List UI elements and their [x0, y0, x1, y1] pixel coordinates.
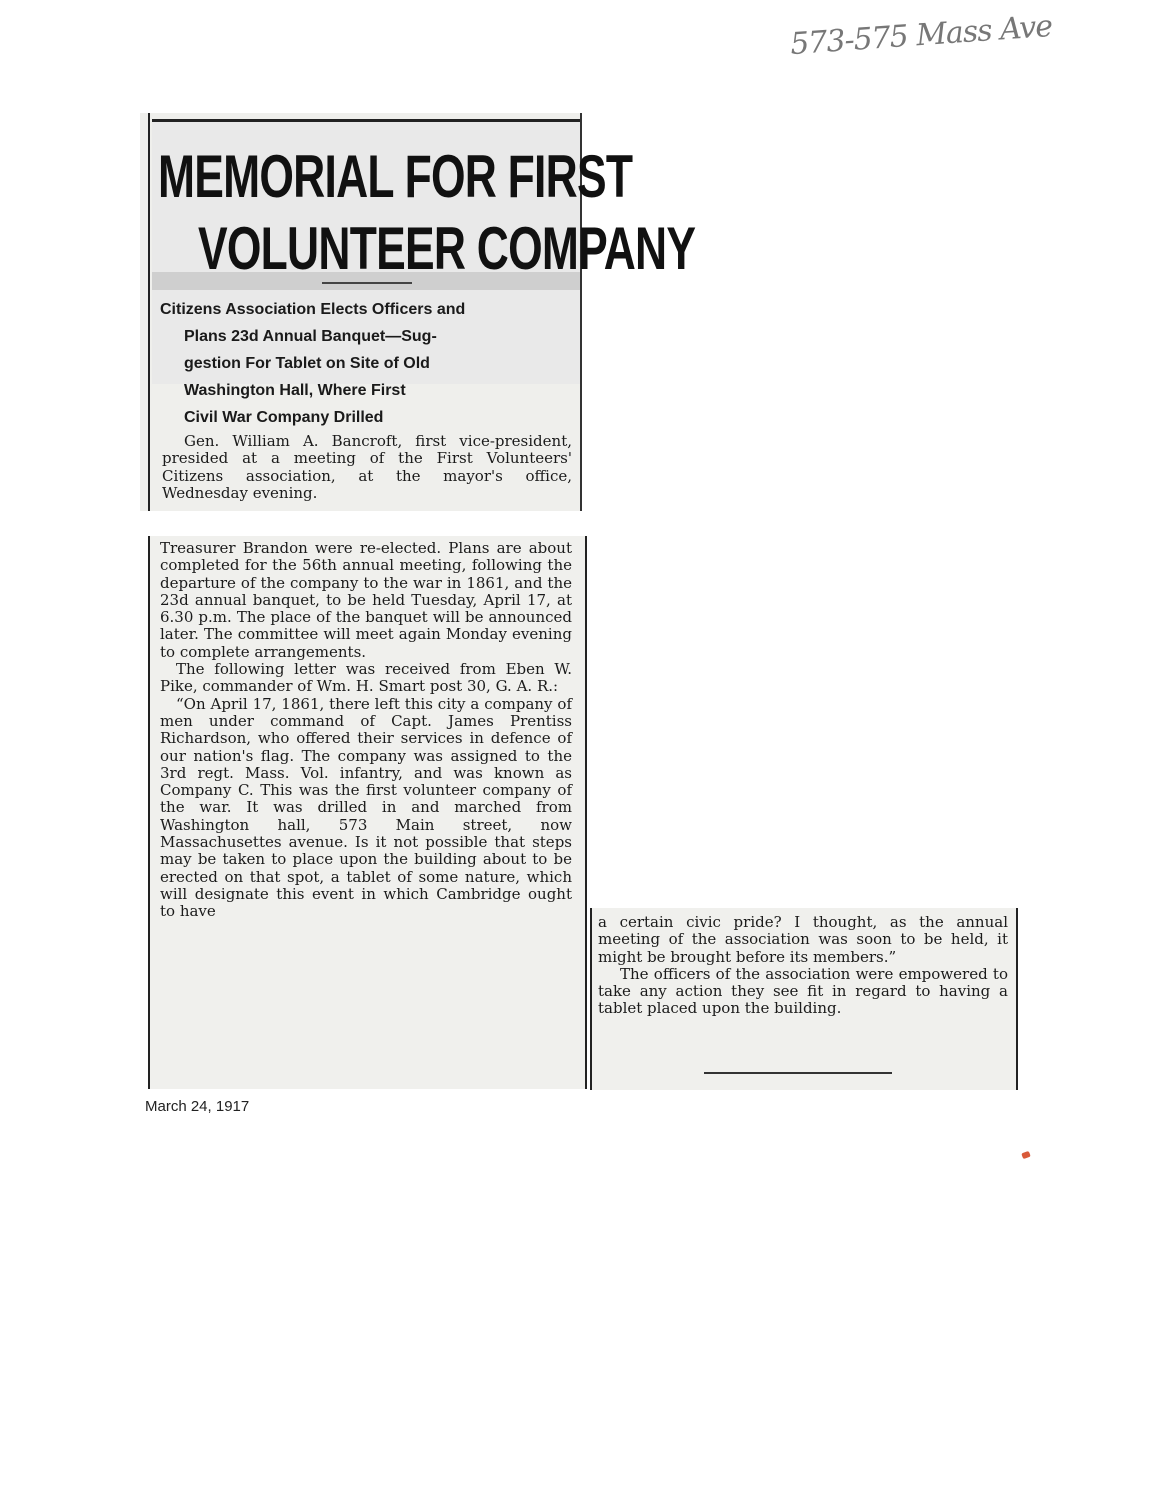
- date-caption: March 24, 1917: [145, 1098, 250, 1115]
- scan-speck: [1021, 1151, 1031, 1159]
- article-paragraph: Treasurer Brandon were re-elected. Plans are about completed for the 56th annual meeting, following the departure of the company to the war in 1861, and the 23d annual banquet, to be held Tuesday, April 17, at 6.30 p.m. The place of the banquet will be announced later. The committee will meet again Monday evening to complete arrangements.: [160, 539, 572, 661]
- clipping-top: [140, 113, 696, 511]
- subhead-line: Citizens Association Elects Officers and: [160, 301, 466, 318]
- end-rule: [704, 1072, 892, 1074]
- article-paragraph: a certain civic pride? I thought, as the annual meeting of the association was soon to be held, it might be brought before its members.”: [598, 913, 1008, 966]
- clipping-column-2: [590, 908, 1018, 1090]
- handwritten-annotation: 573-575 Mass Ave: [789, 8, 1054, 63]
- clipping-column-1: [148, 536, 587, 1089]
- subheadline: [160, 296, 570, 431]
- subhead-line: Washington Hall, Where First: [184, 382, 406, 399]
- clipping-edge: [148, 113, 150, 511]
- column-2-body: [598, 914, 1008, 1018]
- article-paragraph: The officers of the association were empowered to take any action they see fit in regard to having a tablet placed upon the building.: [598, 964, 1008, 1018]
- article-paragraph: The following letter was received from Eben W. Pike, commander of Wm. H. Smart post 30, G. A. R.:: [160, 660, 572, 696]
- intro-paragraph: Gen. William A. Bancroft, first vice-president, presided at a meeting of the First Volunteers' Citizens association, at the mayor's office, Wednesday evening.: [162, 432, 572, 502]
- article-paragraph: “On April 17, 1861, there left this city a company of men under command of Capt. James Prentiss Richardson, who offered their services in defence of our nation's flag. The company was assigned to the 3rd regt. Mass. Vol. infantry, and was known as Company C. This was the first volunteer company of the war. It was drilled in and marched from Washington hall, 573 Main street, now Massachusettes avenue. Is it not possible that steps may be taken to place upon the building about to be erected on that spot, a tablet of some nature, which will designate this event in which Cambridge ought to have: [160, 694, 572, 921]
- headline-line-1: MEMORIAL FOR FIRST: [158, 143, 633, 210]
- subhead-line: Plans 23d Annual Banquet—Sug-: [184, 328, 437, 345]
- headline-line-2: VOLUNTEER COMPANY: [198, 215, 696, 282]
- column-1-body: [160, 540, 572, 921]
- headline-rule: [322, 282, 412, 284]
- subhead-line: Civil War Company Drilled: [184, 409, 384, 426]
- subhead-line: gestion For Tablet on Site of Old: [184, 355, 430, 372]
- article-intro: [162, 433, 572, 502]
